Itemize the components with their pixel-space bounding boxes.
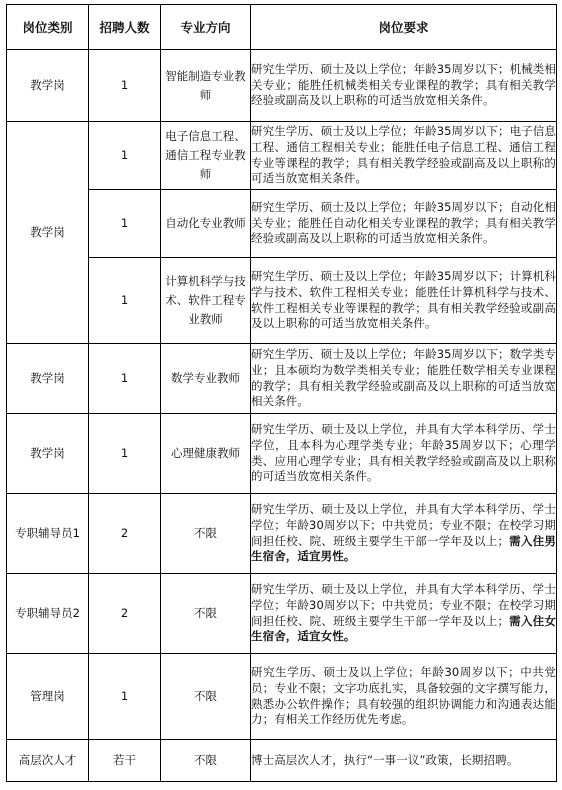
table-row xyxy=(7,258,557,344)
category-cell: 教学岗 xyxy=(7,122,89,344)
requirement-cell xyxy=(251,494,557,574)
requirement-text: 研究生学历、硕士及以上学位；年龄35周岁以下；计算机科学与技术、软件工程相关专业；能胜任计算机科学与技术、软件工程相关专业等课程的教学；具有相关教学经验或副高及以上职称的可适当放宽相关条件。 xyxy=(251,269,556,331)
requirement-text: 研究生学历、硕士及以上学位；年龄30周岁以下；中共党员；专业不限；文字功底扎实，具备较强的文字撰写能力，熟悉办公软件操作；具有较强的组织协调能力和沟通表达能力；有相关工作经历优先考虑。 xyxy=(251,665,556,727)
requirement-text: 研究生学历、硕士及以上学位；年龄35周岁以下；机械类相关专业；能胜任机械类相关专业课程的教学；具有相关教学经验或副高及以上职称的可适当放宽相关条件。 xyxy=(251,62,556,108)
requirement-emphasis: 需入住男生宿舍，适宜男性。 xyxy=(251,533,556,564)
requirement-cell xyxy=(251,50,557,122)
count-cell: 1 xyxy=(89,344,161,414)
table-row xyxy=(7,740,557,782)
requirement-cell xyxy=(251,654,557,740)
count-cell: 1 xyxy=(89,414,161,494)
table-row xyxy=(7,494,557,574)
requirement-text: 研究生学历、硕士及以上学位，并具有大学本科学历、学士学位；年龄30周岁以下；中共党员；专业不限；在校学习期间担任校、院、班级主要学生干部一学年及以上； xyxy=(251,502,556,548)
count-cell: 1 xyxy=(89,654,161,740)
table-row xyxy=(7,122,557,190)
requirement-cell xyxy=(251,344,557,414)
major-cell: 不限 xyxy=(161,654,251,740)
requirement-text: 研究生学历、硕士及以上学位，并具有大学本科学历、学士学位；年龄30周岁以下；中共党员；专业不限；在校学习期间担任校、院、班级主要学生干部一学年及以上； xyxy=(251,582,556,628)
requirement-text: 博士高层次人才，执行“一事一议”政策，长期招聘。 xyxy=(251,752,519,767)
major-cell: 数学专业教师 xyxy=(161,344,251,414)
requirement-text: 研究生学历、硕士及以上学位；年龄35周岁以下；数学类专业；且本硕均为数学类相关专业；能胜任数学相关专业课程的教学；具有相关教学经验或副高及以上职称的可适当放宽相关条件。 xyxy=(251,347,556,409)
count-cell: 若干 xyxy=(89,740,161,782)
requirement-text: 研究生学历、硕士及以上学位，并具有大学本科学历、学士学位，且本科为心理学类专业；年龄35周岁以下；心理学类、应用心理学专业；具有相关教学经验或副高及以上职称的可适当放宽相关条件。 xyxy=(251,422,556,484)
table-row xyxy=(7,574,557,654)
count-cell: 2 xyxy=(89,494,161,574)
table-row xyxy=(7,414,557,494)
major-cell: 心理健康教师 xyxy=(161,414,251,494)
category-cell: 教学岗 xyxy=(7,50,89,122)
table-row xyxy=(7,344,557,414)
header-category: 岗位类别 xyxy=(7,5,89,50)
requirement-cell xyxy=(251,414,557,494)
recruitment-table xyxy=(6,4,557,782)
major-cell: 智能制造专业教师 xyxy=(161,50,251,122)
requirement-emphasis: 需入住女生宿舍，适宜女性。 xyxy=(251,613,556,644)
requirement-cell xyxy=(251,122,557,190)
requirement-cell xyxy=(251,190,557,258)
major-cell: 不限 xyxy=(161,494,251,574)
major-cell: 计算机科学与技术、软件工程专业教师 xyxy=(161,258,251,344)
count-cell: 1 xyxy=(89,50,161,122)
count-cell: 1 xyxy=(89,258,161,344)
header-requirement: 岗位要求 xyxy=(251,5,557,50)
table-row xyxy=(7,190,557,258)
category-cell: 专职辅导员2 xyxy=(7,574,89,654)
category-cell: 专职辅导员1 xyxy=(7,494,89,574)
count-cell: 1 xyxy=(89,190,161,258)
header-major: 专业方向 xyxy=(161,5,251,50)
requirement-text: 研究生学历、硕士及以上学位；年龄35周岁以下；自动化相关专业；能胜任自动化相关专业课程的教学；具有相关教学经验或副高及以上职称的可适当放宽相关条件。 xyxy=(251,200,556,246)
major-cell: 不限 xyxy=(161,740,251,782)
major-cell: 电子信息工程、通信工程专业教师 xyxy=(161,122,251,190)
category-cell: 教学岗 xyxy=(7,344,89,414)
category-cell: 教学岗 xyxy=(7,414,89,494)
table-row xyxy=(7,50,557,122)
major-cell: 自动化专业教师 xyxy=(161,190,251,258)
requirement-cell xyxy=(251,740,557,782)
table-row xyxy=(7,654,557,740)
major-cell: 不限 xyxy=(161,574,251,654)
count-cell: 2 xyxy=(89,574,161,654)
requirement-text: 研究生学历、硕士及以上学位；年龄35周岁以下；电子信息工程、通信工程相关专业；能胜任电子信息工程、通信工程专业等课程的教学；具有相关教学经验或副高及以上职称的可适当放宽相关条件。 xyxy=(251,124,556,186)
category-cell: 高层次人才 xyxy=(7,740,89,782)
requirement-cell xyxy=(251,258,557,344)
requirement-cell xyxy=(251,574,557,654)
count-cell: 1 xyxy=(89,122,161,190)
category-cell: 管理岗 xyxy=(7,654,89,740)
header-count: 招聘人数 xyxy=(89,5,161,50)
table-header-row xyxy=(7,5,557,50)
